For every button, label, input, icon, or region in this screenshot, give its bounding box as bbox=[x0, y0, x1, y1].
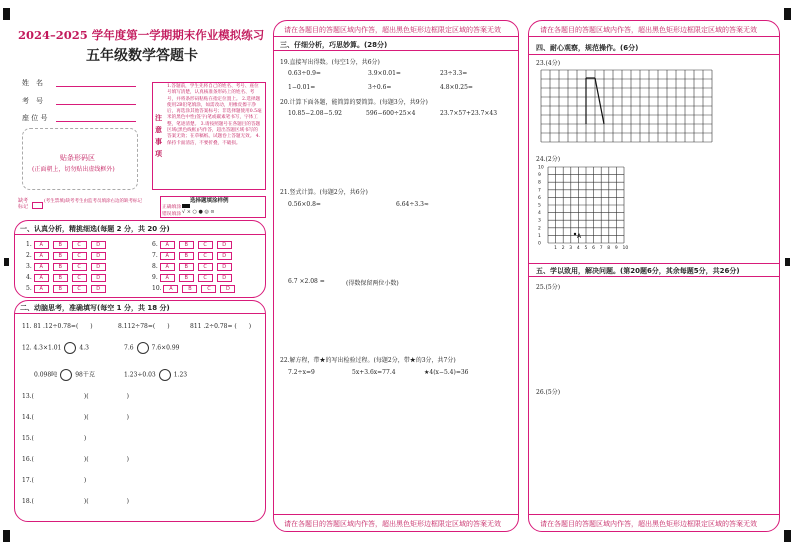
option-a[interactable]: A bbox=[34, 263, 49, 271]
question-23-title: 23.(4分) bbox=[536, 60, 561, 67]
mc-question-9: 9. A B C D bbox=[152, 274, 236, 282]
q19-item: 3.9×0.01= bbox=[368, 70, 401, 77]
q20-item: 23.7×57+23.7×43 bbox=[440, 110, 498, 117]
question-22-title: 22.解方程，带★的写出检验过程。(每题2分，带★的3分，共7分) bbox=[280, 357, 456, 364]
divider bbox=[15, 234, 265, 235]
barcode-hint: (正面朝上，切勿贴出虚线框外) bbox=[32, 166, 115, 173]
question-15-row: 15.( ) bbox=[22, 435, 87, 442]
q21-item: 6.64÷3.3≈ bbox=[396, 201, 429, 208]
question-25-title: 25.(5分) bbox=[536, 284, 561, 291]
y-tick-label: 0 bbox=[538, 241, 541, 247]
mc-question-3: 3. A B C D bbox=[26, 263, 110, 271]
option-a[interactable]: A bbox=[34, 274, 49, 282]
q21-item: 0.56×0.8= bbox=[288, 201, 321, 208]
question-21-title: 21.竖式计算。(每题2分，共6分) bbox=[280, 189, 368, 196]
option-d[interactable]: D bbox=[217, 263, 232, 271]
barcode-label: 贴条形码区 bbox=[60, 154, 95, 162]
x-tick-label: 6 bbox=[592, 246, 595, 251]
y-tick-label: 4 bbox=[538, 211, 541, 217]
registration-mark bbox=[4, 258, 9, 266]
question-12-row1: 12. 4.3×1.01 4.3 bbox=[22, 342, 89, 354]
name-label: 姓 名 bbox=[22, 79, 43, 87]
fill-wrong-samples: √ × ○ ● ◎ ⊙ bbox=[182, 209, 215, 215]
x-tick-label: 8 bbox=[607, 246, 611, 251]
question-12-row2b: 1.23÷0.03 1.23 bbox=[124, 369, 187, 381]
warning-bottom: 请在各题目的答题区域内作答，超出黑色矩形边框限定区域的答案无效 bbox=[284, 520, 501, 528]
option-b[interactable]: B bbox=[179, 263, 194, 271]
y-tick-label: 3 bbox=[538, 218, 541, 224]
warning-bottom: 请在各题目的答题区域内作答，超出黑色矩形边框限定区域的答案无效 bbox=[540, 520, 757, 528]
section3-heading: 三、仔细分析，巧思妙算。(28分) bbox=[280, 41, 388, 49]
question-19-title: 19.直接写出得数。(每空1分，共6分) bbox=[280, 59, 380, 66]
x-tick-label: 4 bbox=[576, 246, 580, 251]
divider bbox=[529, 54, 779, 55]
q19-item: 0.63÷0.9= bbox=[288, 70, 321, 77]
x-tick-label: 5 bbox=[584, 246, 588, 251]
y-tick-label: 7 bbox=[538, 188, 541, 194]
option-c[interactable]: C bbox=[201, 285, 216, 293]
option-c[interactable]: C bbox=[198, 263, 213, 271]
y-tick-label: 5 bbox=[538, 203, 541, 209]
absent-label: 缺考标记 bbox=[18, 198, 29, 210]
q19-item: 23÷3.3= bbox=[440, 70, 468, 77]
option-a[interactable]: A bbox=[34, 285, 49, 293]
absent-text: (考生禁填)缺考考生由监考员填涂右边的缺考标记 bbox=[44, 199, 143, 204]
option-d[interactable]: D bbox=[91, 274, 106, 282]
section4-heading: 四、耐心观察，规范操作。(6分) bbox=[536, 44, 639, 52]
option-c[interactable]: C bbox=[72, 252, 87, 260]
section1-heading: 一、认真分析，精挑细选(每题 2 分，共 20 分) bbox=[20, 225, 170, 233]
registration-mark bbox=[784, 530, 791, 542]
divider bbox=[529, 263, 779, 264]
registration-mark bbox=[3, 530, 10, 542]
option-a[interactable]: A bbox=[34, 241, 49, 249]
x-tick-label: 1 bbox=[554, 246, 557, 251]
divider bbox=[15, 313, 265, 314]
mc-question-7: 7. A B C D bbox=[152, 252, 236, 260]
option-c[interactable]: C bbox=[72, 263, 87, 271]
page-subtitle: 五年级数学答题卡 bbox=[86, 48, 198, 64]
question-20-title: 20.计算下面各题，能简算的要简算。(每题3分，共9分) bbox=[280, 99, 428, 106]
option-c[interactable]: C bbox=[198, 274, 213, 282]
warning-top: 请在各题目的答题区域内作答，超出黑色矩形边框限定区域的答案无效 bbox=[540, 26, 757, 34]
registration-mark bbox=[785, 258, 790, 266]
option-b[interactable]: B bbox=[179, 241, 194, 249]
q22-item: ★4(x−5.4)=36 bbox=[424, 369, 469, 376]
option-b[interactable]: B bbox=[53, 285, 68, 293]
option-b[interactable]: B bbox=[53, 263, 68, 271]
x-tick-label: 3 bbox=[569, 246, 573, 251]
y-tick-label: 2 bbox=[538, 226, 541, 232]
option-b[interactable]: B bbox=[182, 285, 197, 293]
x-tick-label: 7 bbox=[599, 246, 603, 251]
fill-correct-sample bbox=[182, 204, 190, 208]
q21-item: 6.7 ×2.08 = bbox=[288, 278, 325, 285]
option-b[interactable]: B bbox=[53, 252, 68, 260]
mc-question-10: 10. A B C D bbox=[152, 285, 239, 293]
option-d[interactable]: D bbox=[220, 285, 235, 293]
q22-item: 5x+3.6x=77.4 bbox=[352, 369, 396, 376]
y-tick-label: 10 bbox=[538, 165, 544, 171]
question-12-row1b: 7.6 7.6×0.99 bbox=[124, 342, 179, 354]
question-24-title: 24.(2分) bbox=[536, 156, 561, 163]
option-a[interactable]: A bbox=[34, 252, 49, 260]
q20-item: 10.85−2.08−5.92 bbox=[288, 110, 342, 117]
mc-question-1: 1. A B C D bbox=[26, 241, 110, 249]
option-d[interactable]: D bbox=[217, 252, 232, 260]
option-b[interactable]: B bbox=[179, 274, 194, 282]
question-14-row: 14.( )( ) bbox=[22, 414, 129, 421]
option-a[interactable]: A bbox=[160, 252, 175, 260]
y-tick-label: 6 bbox=[538, 195, 541, 201]
q23-grid bbox=[540, 68, 718, 146]
fill-correct-label: 正确填涂 bbox=[162, 205, 182, 210]
option-d[interactable]: D bbox=[217, 274, 232, 282]
option-c[interactable]: C bbox=[72, 241, 87, 249]
divider bbox=[274, 514, 518, 515]
question-26-title: 26.(5分) bbox=[536, 389, 561, 396]
fill-wrong-label: 错误填涂 bbox=[162, 212, 182, 217]
option-b[interactable]: B bbox=[53, 241, 68, 249]
option-c[interactable]: C bbox=[198, 252, 213, 260]
name-field[interactable] bbox=[56, 86, 136, 87]
option-b[interactable]: B bbox=[179, 252, 194, 260]
y-tick-label: 1 bbox=[538, 233, 541, 239]
option-a[interactable]: A bbox=[160, 263, 175, 271]
mc-question-4: 4. A B C D bbox=[26, 274, 110, 282]
seat-field[interactable] bbox=[56, 121, 136, 122]
question-11-b: 8.112÷78=( ) bbox=[118, 323, 170, 330]
option-c[interactable]: C bbox=[72, 285, 87, 293]
q20-item: 596−600÷25×4 bbox=[366, 110, 416, 117]
q19-item: 1−0.01= bbox=[288, 84, 316, 91]
compare-circle[interactable] bbox=[137, 342, 149, 354]
page-title: 2024–2025 学年度第一学期期末作业模拟练习 bbox=[18, 28, 265, 42]
divider bbox=[529, 36, 779, 37]
mc-question-8: 8. A B C D bbox=[152, 263, 236, 271]
section2-heading: 二、动脑思考，准确填写(每空 1 分，共 18 分) bbox=[20, 304, 170, 312]
option-a[interactable]: A bbox=[163, 285, 178, 293]
seat-label: 座 位 号 bbox=[22, 114, 48, 122]
option-b[interactable]: B bbox=[53, 274, 68, 282]
x-tick-label: 9 bbox=[614, 246, 618, 251]
registration-mark bbox=[784, 8, 791, 20]
q21-note: (得数保留两位小数) bbox=[346, 280, 399, 287]
registration-mark bbox=[3, 8, 10, 20]
section2-panel bbox=[14, 300, 266, 522]
option-d[interactable]: D bbox=[91, 252, 106, 260]
y-tick-label: 9 bbox=[538, 173, 541, 179]
question-11-a: 11. 81 .12÷0.78=( ) bbox=[22, 323, 93, 330]
compare-circle[interactable] bbox=[60, 369, 72, 381]
q19-item: 3÷0.6= bbox=[368, 84, 392, 91]
notice-side-label: 注意事项 bbox=[155, 113, 162, 158]
mc-question-6: 6. A B C D bbox=[152, 241, 236, 249]
question-16-row: 16.( )( ) bbox=[22, 456, 129, 463]
divider bbox=[529, 276, 779, 277]
fill-sample-title: 选择题填涂样例 bbox=[190, 198, 229, 204]
question-11-c: 811 .2÷0.78= ( ) bbox=[190, 323, 252, 330]
divider bbox=[274, 36, 518, 37]
q19-item: 4.8×0.25= bbox=[440, 84, 473, 91]
compare-circle[interactable] bbox=[64, 342, 76, 354]
option-c[interactable]: C bbox=[72, 274, 87, 282]
question-13-row: 13.( )( ) bbox=[22, 393, 129, 400]
notice-text: 1.答题前，学生先将自己的姓名、考号、座位号填写清楚，认真核准条形码上的姓名、考号，并将条形码粘贴在指定位置上。 2.选择题使用2B铅笔填涂，如需改动，用橡皮擦干净后，再选涂其他答案标号；非选择题使用0.5毫米的黑色中性(签字)笔或碳素笔书写，字体工整，笔迹清楚。 3.请按照题号在各题目的答题区域(黑色线框)内作答，超出答题区域书写的答案无效；在草稿纸、试题卷上答题无效。 4.保持卡面清洁，不要折叠，不破损。 bbox=[167, 84, 262, 146]
option-c[interactable]: C bbox=[198, 241, 213, 249]
exam-number-field[interactable] bbox=[56, 104, 136, 105]
point-a-label: A bbox=[577, 233, 582, 240]
question-18-row: 18.( )( ) bbox=[22, 498, 129, 505]
mc-question-5: 5. A B C D bbox=[26, 285, 110, 293]
q22-item: 7.2÷x=9 bbox=[288, 369, 315, 376]
option-d[interactable]: D bbox=[91, 241, 106, 249]
q24-coordinate-grid bbox=[536, 163, 636, 253]
point-a bbox=[574, 233, 576, 235]
section5-heading: 五、学以致用，解决问题。(第20题6分，其余每题5分，共26分) bbox=[536, 267, 740, 275]
option-d[interactable]: D bbox=[91, 285, 106, 293]
question-17-row: 17.( ) bbox=[22, 477, 87, 484]
divider bbox=[274, 50, 518, 51]
compare-circle[interactable] bbox=[159, 369, 171, 381]
warning-top: 请在各题目的答题区域内作答，超出黑色矩形边框限定区域的答案无效 bbox=[284, 26, 501, 34]
absent-checkbox[interactable] bbox=[32, 202, 43, 209]
divider bbox=[529, 514, 779, 515]
mc-question-2: 2. A B C D bbox=[26, 252, 110, 260]
question-12-row2: 0.098吨 98千克 bbox=[34, 369, 95, 381]
y-tick-label: 8 bbox=[538, 180, 541, 186]
x-tick-label: 10 bbox=[622, 246, 629, 251]
option-a[interactable]: A bbox=[160, 241, 175, 249]
option-d[interactable]: D bbox=[91, 263, 106, 271]
exam-number-label: 考 号 bbox=[22, 97, 43, 105]
trapezoid-right-edge bbox=[595, 78, 604, 124]
option-d[interactable]: D bbox=[217, 241, 232, 249]
x-tick-label: 2 bbox=[561, 246, 565, 251]
option-a[interactable]: A bbox=[160, 274, 175, 282]
